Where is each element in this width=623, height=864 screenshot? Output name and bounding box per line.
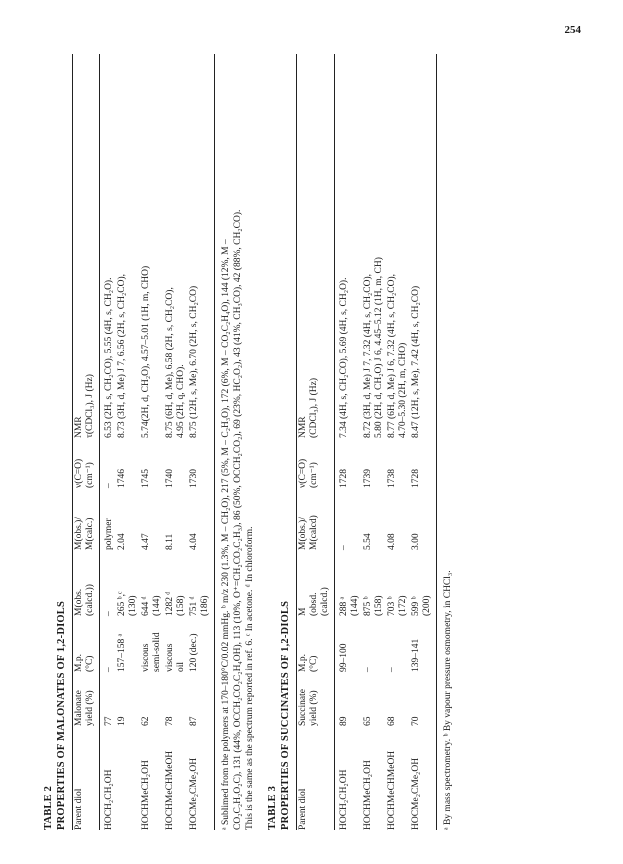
- cell-text: –: [104, 483, 114, 488]
- cell-text: 875 ᵇ: [363, 596, 373, 616]
- cell-text: –: [104, 611, 114, 616]
- cell-text: 157–158 ᵃ: [117, 633, 127, 672]
- cell-text: –: [387, 667, 397, 672]
- cell-text: 1740: [165, 469, 175, 488]
- table-cell: [335, 488, 362, 550]
- table2-header-cell: [73, 672, 100, 726]
- cell-text: 1739: [363, 469, 373, 488]
- table-cell: [385, 488, 409, 550]
- table2-header-text: (calcd.)): [85, 584, 95, 616]
- table-row: [115, 54, 139, 830]
- table-cell: [361, 616, 385, 672]
- table3-header-cell: [297, 54, 335, 438]
- table2-footnotes: [220, 54, 256, 830]
- table2-header-text: NMR: [74, 416, 84, 438]
- table-cell: [385, 54, 409, 438]
- table-cell: [409, 726, 436, 830]
- cell-text: (144): [152, 595, 162, 616]
- cell-text: polymer: [104, 518, 114, 550]
- cell-text: HOCHMeCH₂OH: [363, 760, 373, 830]
- cell-text: 139–141: [411, 638, 421, 672]
- cell-text: (130): [128, 595, 138, 616]
- cell-text: 2.04: [117, 533, 127, 550]
- table2-header-text: ν(C=O): [74, 458, 84, 488]
- table-cell: [187, 438, 214, 488]
- table3-caption: TABLE 3: [267, 785, 278, 830]
- table-cell: [361, 726, 385, 830]
- cell-text: 77: [104, 716, 114, 726]
- table2-header: [73, 54, 100, 830]
- cell-text: 8.75 (12H, s, Me), 6.70 (2H, s, CH₂CO): [189, 285, 199, 438]
- cell-text: 1738: [387, 469, 397, 488]
- table-cell: [115, 438, 139, 488]
- cell-text: 751 ᵈ: [189, 596, 199, 616]
- cell-text: HOCMe₂CMe₂OH: [411, 757, 421, 830]
- table-cell: [361, 54, 385, 438]
- page-number: 254: [564, 24, 581, 36]
- table-cell: [187, 616, 214, 672]
- table-row: [409, 54, 436, 830]
- cell-text: 7.34 (4H, s, CH₂CO), 5.69 (4H, s, CH₂O).: [339, 277, 349, 438]
- table-cell: [115, 54, 139, 438]
- cell-text: –: [104, 667, 114, 672]
- table-row: [187, 54, 214, 830]
- table-row: [361, 54, 385, 830]
- table-row: [335, 54, 362, 830]
- cell-text: 4.95 (2H, q, CHO).: [176, 364, 186, 438]
- cell-text: HOCMe₂CMe₂OH: [189, 757, 199, 830]
- table3-footnotes: [442, 54, 454, 830]
- table3-header-cell: [297, 726, 335, 830]
- table-cell: [115, 488, 139, 550]
- table3-header-text: M: [298, 607, 308, 616]
- cell-text: 1730: [189, 469, 199, 488]
- table-cell: [115, 550, 139, 616]
- table3-header: [297, 54, 335, 830]
- table-cell: [335, 54, 362, 438]
- cell-text: –: [339, 545, 349, 550]
- cell-text: 62: [141, 716, 151, 726]
- cell-text: 8.73 (3H, d, Me) J 7, 6.56 (2H, s, CH₂CO),: [117, 273, 127, 438]
- table3-header-cell: [297, 550, 335, 616]
- table3-header-text: M(calcd): [309, 515, 319, 550]
- cell-text: viscous: [165, 643, 175, 672]
- cell-text: 265 ᵇ,ᶜ: [117, 591, 127, 616]
- cell-text: 288 ᵃ: [339, 596, 349, 616]
- table2-header-cell: [73, 438, 100, 488]
- table-cell: [187, 54, 214, 438]
- table2-header-cell: [73, 488, 100, 550]
- table3-header-text: Parent diol: [298, 788, 308, 830]
- table-cell: [187, 488, 214, 550]
- table3-header-text: ν(C=O): [298, 458, 308, 488]
- table-cell: [100, 726, 116, 830]
- cell-text: (186): [200, 595, 210, 616]
- cell-text: 89: [339, 716, 349, 726]
- table2-header-text: Parent diol: [74, 788, 84, 830]
- table2-header-text: (cm⁻¹): [85, 462, 95, 488]
- footnote-line: ᵃ By mass spectrometry. ᵇ By vapour pressure osmometry, in CHCl₃.: [443, 570, 453, 830]
- table3-header-text: Succinate: [298, 689, 308, 726]
- table2-header-text: M(obs.: [74, 588, 84, 616]
- cell-text: 8.47 (12H, s, Me), 7.42 (4H, s, CH₂CO): [411, 285, 421, 438]
- cell-text: (144): [350, 595, 360, 616]
- cell-text: (172): [398, 595, 408, 616]
- table-cell: [409, 672, 436, 726]
- table3-bottom-rule: [436, 54, 437, 830]
- table-cell: [409, 488, 436, 550]
- table2-header-text: yield (%): [85, 690, 95, 726]
- table3-header-cell: [297, 488, 335, 550]
- table-cell: [139, 550, 163, 616]
- cell-text: (200): [422, 595, 432, 616]
- table-cell: [100, 54, 116, 438]
- table-cell: [163, 616, 187, 672]
- cell-text: 3.00: [411, 533, 421, 550]
- table-cell: [361, 488, 385, 550]
- table-cell: [139, 616, 163, 672]
- table-cell: [385, 550, 409, 616]
- table-cell: [187, 672, 214, 726]
- table-cell: [163, 672, 187, 726]
- table3-header-cell: [297, 672, 335, 726]
- cell-text: 1728: [339, 469, 349, 488]
- table-cell: [409, 438, 436, 488]
- table-row: [139, 54, 163, 830]
- table-cell: [361, 550, 385, 616]
- table3-header-text: yield (%): [309, 690, 319, 726]
- table-cell: [409, 616, 436, 672]
- table-cell: [115, 616, 139, 672]
- cell-text: 8.77 (6H, d, Me) J 6, 7.32 (4H, s, CH₂CO),: [387, 273, 397, 438]
- cell-text: semi-solid: [152, 632, 162, 672]
- table3-header-text: (cm⁻¹): [309, 462, 319, 488]
- table-cell: [100, 438, 116, 488]
- table-cell: [139, 438, 163, 488]
- cell-text: 87: [189, 716, 199, 726]
- cell-text: HOCHMeCHMeOH: [165, 750, 175, 830]
- cell-text: (158): [374, 595, 384, 616]
- cell-text: 6.53 (2H, s, CH₂CO), 5.55 (4H, s, CH₂O).: [104, 277, 114, 438]
- table2-header-cell: [73, 54, 100, 438]
- cell-text: 4.70–5.30 (2H, m, CHO): [398, 342, 408, 438]
- table-cell: [139, 672, 163, 726]
- table-cell: [100, 488, 116, 550]
- cell-text: 8.11: [165, 533, 175, 550]
- table-cell: [115, 726, 139, 830]
- cell-text: 70: [411, 716, 421, 726]
- table-cell: [409, 54, 436, 438]
- table-cell: [385, 672, 409, 726]
- table2-header-text: τ(CDCl₃), J (Hz): [85, 374, 95, 438]
- cell-text: 19: [117, 716, 127, 726]
- table2-header-text: M.p.: [74, 654, 84, 672]
- table3-header-cell: [297, 616, 335, 672]
- table-cell: [115, 672, 139, 726]
- table-cell: [139, 488, 163, 550]
- cell-text: 4.04: [189, 533, 199, 550]
- cell-text: (158): [176, 595, 186, 616]
- table-cell: [385, 726, 409, 830]
- cell-text: HOCHMeCH₂OH: [141, 760, 151, 830]
- cell-text: 8.75 (6H, d, Me), 6.58 (2H, s, CH₂CO),: [165, 287, 175, 438]
- table2-caption: TABLE 2: [43, 785, 54, 830]
- cell-text: 1746: [117, 469, 127, 488]
- cell-text: 703 ᵇ: [387, 596, 397, 616]
- rotated-page-content: [42, 30, 602, 830]
- table3-header-text: (°C): [309, 655, 319, 672]
- cell-text: 1728: [411, 469, 421, 488]
- table-cell: [100, 616, 116, 672]
- footnote-line: This is the same as the spectrum reported in ref. 6. ᶜ In acetone. ᵈ In chloroform.: [245, 526, 255, 830]
- cell-text: 5.80 (2H, d, CH₂O) J 6, 4.45–5.12 (1H, m, CH): [374, 257, 384, 438]
- table2-header-text: Malonate: [74, 690, 84, 726]
- cell-text: HOCH₂CH₂OH: [339, 769, 349, 830]
- table-cell: [335, 726, 362, 830]
- table-cell: [163, 726, 187, 830]
- table2: [72, 54, 214, 830]
- table-cell: [139, 54, 163, 438]
- cell-text: oil: [176, 661, 186, 672]
- table-cell: [100, 672, 116, 726]
- table-cell: [163, 54, 187, 438]
- table3-header-text: M(obs.)/: [298, 517, 308, 550]
- table2-header-text: (°C): [85, 655, 95, 672]
- table-row: [163, 54, 187, 830]
- cell-text: 120 (dec.): [189, 633, 199, 672]
- cell-text: 8.72 (3H, d, Me) J 7, 7.32 (4H, s, CH₂CO),: [363, 273, 373, 438]
- table-row: [100, 54, 116, 830]
- table2-header-cell: [73, 616, 100, 672]
- cell-text: 4.08: [387, 533, 397, 550]
- table-cell: [335, 672, 362, 726]
- footnote-line: CO₂C₂H₂O₂C), 131 (44%, OCCH₂CO₂C₂H₄OH), 113 (10%, O⁺=CH₂CO₂C₂H₃), 86 (50%, OCCH₂CO₂), 69 (23%, HC₂O₂), 43 (41%, CH₃CO), 42 (88%, CH₂CO).: [233, 209, 243, 830]
- table-cell: [385, 616, 409, 672]
- table3-header-cell: [297, 438, 335, 488]
- cell-text: viscous: [141, 643, 151, 672]
- table-cell: [335, 438, 362, 488]
- table-cell: [361, 672, 385, 726]
- cell-text: 1745: [141, 469, 151, 488]
- table2-header-text: M(calc.): [85, 517, 95, 550]
- table-cell: [187, 726, 214, 830]
- table-cell: [139, 726, 163, 830]
- cell-text: 644 ᵈ: [141, 596, 151, 616]
- cell-text: 65: [363, 716, 373, 726]
- table2-body: [100, 54, 215, 830]
- table-cell: [335, 550, 362, 616]
- table3-header-text: M.p.: [298, 654, 308, 672]
- table-cell: [187, 550, 214, 616]
- footnote-line: ᵃ Sublimed from the polymers at 170–180°C/0.02 mmHg. ᵇ m/z 230 (1.3%, M – CH₂O), 217 (5%, M – C₂H₃O), 172 (6%, M – CO₂C₂H₄O), 144 (12%, M –: [221, 239, 231, 830]
- cell-text: –: [363, 667, 373, 672]
- table-cell: [163, 488, 187, 550]
- table-cell: [409, 550, 436, 616]
- table2-header-cell: [73, 550, 100, 616]
- table3-body: [335, 54, 437, 830]
- cell-text: 4.47: [141, 533, 151, 550]
- table-cell: [100, 550, 116, 616]
- table-cell: [385, 438, 409, 488]
- cell-text: 5.74(2H, d, CH₂O), 4.57–5.01 (1H, m, CHO): [141, 265, 151, 438]
- table3-header-text: (calcd.): [320, 587, 330, 616]
- cell-text: 1282 ᵈ: [165, 591, 175, 616]
- table-cell: [335, 616, 362, 672]
- cell-text: 78: [165, 716, 175, 726]
- cell-text: HOCH₂CH₂OH: [104, 769, 114, 830]
- table2-title: PROPERTIES OF MALONATES OF 1,2-DIOLS: [56, 600, 67, 830]
- cell-text: 99–100: [339, 643, 349, 672]
- cell-text: HOCHMeCHMeOH: [387, 750, 397, 830]
- cell-text: 5.54: [363, 533, 373, 550]
- table2-bottom-rule: [214, 54, 215, 830]
- table2-header-text: M(obs.)/: [74, 517, 84, 550]
- table-cell: [163, 438, 187, 488]
- cell-text: 68: [387, 716, 397, 726]
- table3: [296, 54, 436, 830]
- table3-header-text: NMR: [298, 416, 308, 438]
- table3-header-text: (CDCl₃), J (Hz): [309, 377, 319, 438]
- table3-title: PROPERTIES OF SUCCINATES OF 1,2-DIOLS: [280, 600, 291, 830]
- table-row: [385, 54, 409, 830]
- table-cell: [163, 550, 187, 616]
- table3-header-text: (obsd.: [309, 592, 319, 616]
- table-cell: [361, 438, 385, 488]
- cell-text: 599 ᵇ: [411, 596, 421, 616]
- table2-header-cell: [73, 726, 100, 830]
